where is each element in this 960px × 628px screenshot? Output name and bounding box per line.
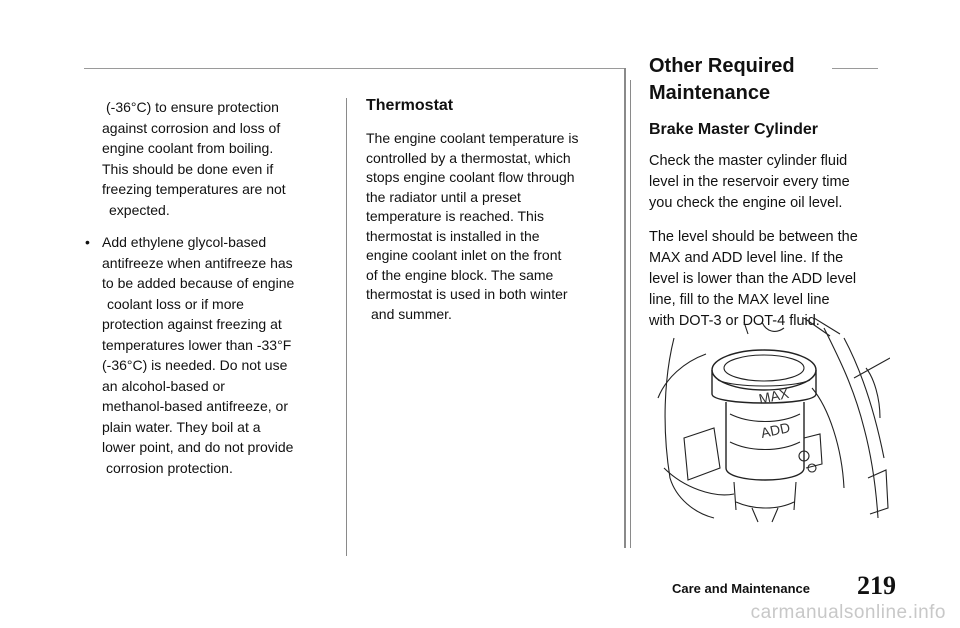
text-line: antifreeze when antifreeze has (102, 254, 293, 271)
left-column (85, 97, 330, 478)
text-line: against corrosion and loss of (102, 119, 281, 136)
text-line: protection against freezing at (102, 316, 282, 332)
add-level-label: ADD (759, 419, 792, 441)
section-title (649, 53, 894, 107)
text-line: stops engine coolant flow through (366, 169, 575, 185)
text-line: MAX and ADD level line. If the (649, 250, 844, 266)
text-line: Add ethylene glycol-based (102, 234, 267, 250)
text-line: expected. (109, 201, 170, 218)
bullet-icon: • (85, 234, 90, 250)
text-line: methanol-based antifreeze, or (102, 398, 288, 414)
text-line: engine coolant from boiling. (102, 140, 274, 156)
text-line: engine coolant inlet on the front (366, 247, 562, 263)
text-line: the radiator until a preset (366, 188, 521, 205)
text-line: thermostat is used in both winter (366, 286, 568, 302)
text-line: and summer. (371, 305, 452, 322)
text-line: temperature is reached. This (366, 208, 544, 224)
text-line: to be added because of engine (102, 275, 295, 291)
section-title-line: Other Required (649, 55, 795, 77)
text-line: thermostat is installed in the (366, 227, 540, 244)
text-line: with DOT-3 or DOT-4 fluid. (649, 313, 820, 329)
text-line: The level should be between the (649, 229, 858, 245)
level-paragraph (649, 227, 894, 332)
text-line: plain water. They boil at a (102, 418, 261, 435)
middle-column (366, 97, 614, 324)
text-line: Check the master cylinder fluid (649, 153, 848, 169)
watermark: carmanualsonline.info (750, 602, 946, 623)
text-line: The engine coolant temperature is (366, 130, 579, 146)
text-line: (-36°C) is needed. Do not use (102, 357, 288, 373)
text-line: (-36°C) to ensure protection (106, 99, 279, 115)
header-rule-left (84, 68, 624, 69)
text-line: level is lower than the ADD level (649, 271, 857, 287)
text-line: line, fill to the MAX level line (649, 292, 830, 308)
text-line: freezing temperatures are not (102, 181, 286, 197)
brake-reservoir-illustration (654, 318, 890, 524)
text-line: coolant loss or if more (107, 295, 244, 312)
section-footer-label: Care and Maintenance (672, 581, 810, 596)
brake-master-cylinder-heading: Brake Master Cylinder (649, 121, 818, 138)
right-column (649, 53, 894, 345)
column-divider-2 (624, 68, 626, 548)
continued-paragraph (102, 97, 330, 220)
column-divider-3 (630, 80, 631, 548)
bullet-paragraph (102, 232, 330, 478)
page-number: 219 (857, 571, 896, 600)
text-line: level in the reservoir every time (649, 174, 850, 190)
column-divider-1 (346, 98, 347, 556)
text-line: lower point, and do not provide (102, 439, 294, 455)
text-line: controlled by a thermostat, which (366, 149, 571, 166)
text-line: This should be done even if (102, 160, 274, 177)
antifreeze-bullet (85, 232, 330, 478)
max-level-label: MAX (757, 384, 791, 407)
text-line: temperatures lower than -33°F (102, 336, 292, 353)
text-line: you check the engine oil level. (649, 195, 843, 211)
text-line: of the engine block. The same (366, 266, 554, 283)
thermostat-paragraph (366, 129, 614, 324)
text-line: an alcohol-based or (102, 377, 225, 394)
section-title-line: Maintenance (649, 82, 771, 104)
text-line: corrosion protection. (106, 459, 233, 476)
check-paragraph (649, 151, 894, 214)
thermostat-heading: Thermostat (366, 97, 454, 114)
